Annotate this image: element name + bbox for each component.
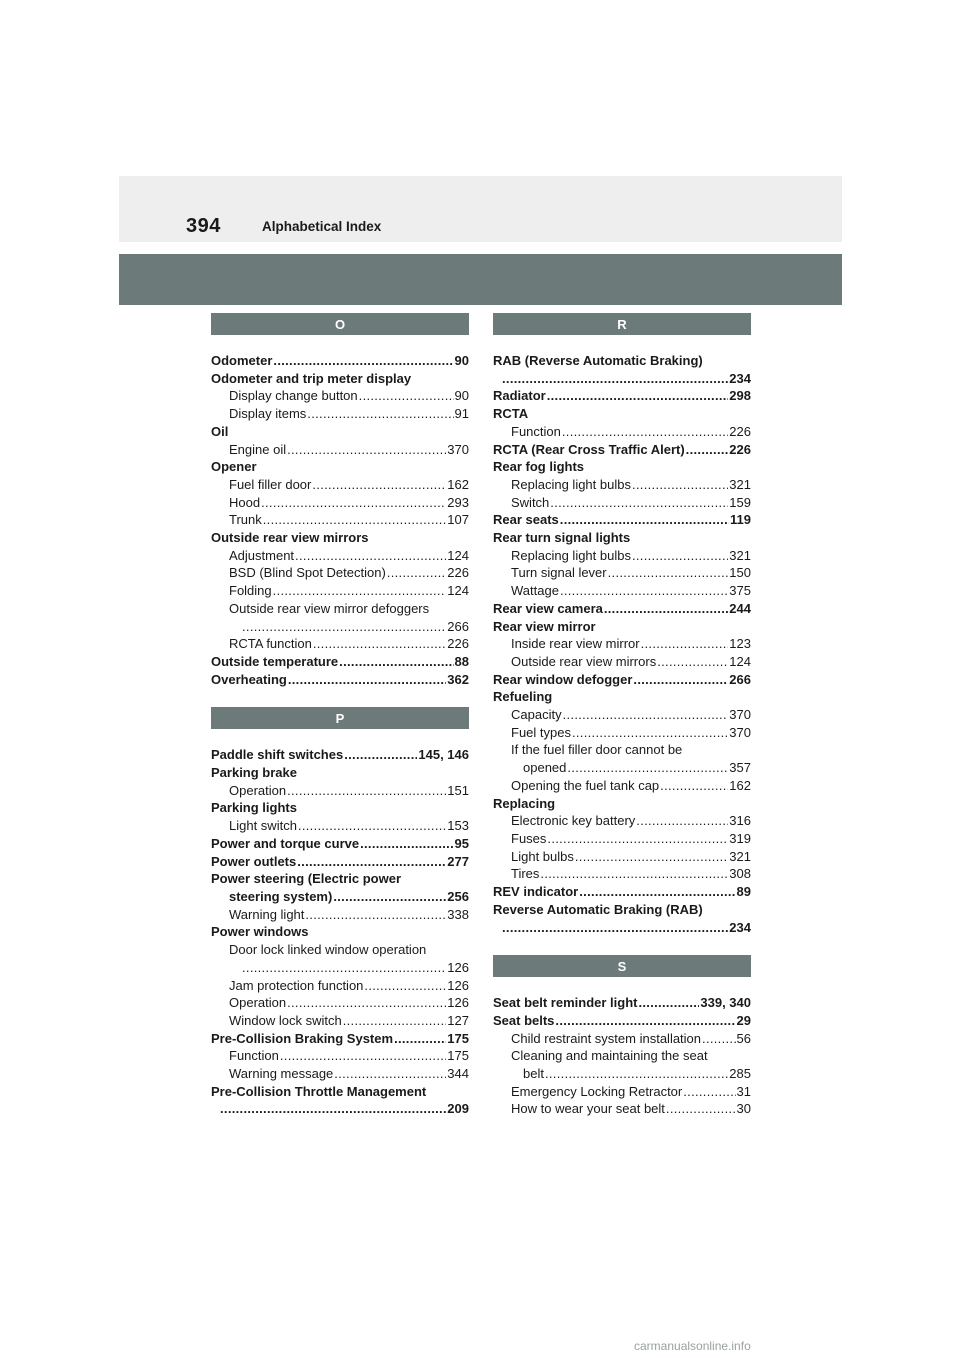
entry-label: Radiator bbox=[493, 388, 546, 404]
dot-leader bbox=[280, 1047, 446, 1065]
index-subentry[interactable] bbox=[493, 582, 751, 600]
index-subentry[interactable] bbox=[493, 706, 751, 724]
dot-leader bbox=[638, 994, 699, 1012]
entry-label: Seat belt reminder light bbox=[493, 995, 638, 1011]
entry-label: Power and torque curve bbox=[211, 835, 360, 851]
entry-label: Door lock linked window operation bbox=[229, 942, 427, 958]
index-entry bbox=[493, 352, 751, 370]
dot-leader bbox=[313, 635, 446, 653]
entry-label: RCTA function bbox=[229, 636, 312, 652]
index-subentry[interactable] bbox=[493, 1100, 751, 1118]
dot-leader bbox=[560, 582, 728, 600]
entry-label: Overheating bbox=[211, 671, 287, 687]
dot-leader bbox=[540, 865, 728, 883]
page-reference[interactable]: 226 bbox=[447, 636, 469, 652]
index-subentry[interactable] bbox=[493, 653, 751, 671]
footer-watermark: carmanualsonline.info bbox=[634, 1339, 751, 1353]
entry-label: Rear turn signal lights bbox=[493, 530, 631, 546]
entry-label: REV indicator bbox=[493, 884, 579, 900]
entry-label: Parking lights bbox=[211, 800, 297, 816]
page-reference[interactable]: 119 bbox=[730, 512, 751, 528]
page-reference[interactable]: 124 bbox=[447, 583, 469, 599]
page-reference[interactable]: 90 bbox=[454, 353, 469, 368]
page-reference[interactable]: 162 bbox=[729, 777, 751, 793]
section-header-r: R bbox=[493, 313, 751, 335]
index-entry[interactable] bbox=[493, 994, 751, 1012]
entry-label: Rear view camera bbox=[493, 600, 603, 616]
entry-label: Cleaning and maintaining the seat bbox=[511, 1048, 708, 1064]
page-reference[interactable]: 344 bbox=[447, 1066, 469, 1082]
index-subentry bbox=[211, 941, 469, 959]
index-subentry[interactable] bbox=[493, 777, 751, 795]
page-reference[interactable]: 266 bbox=[729, 671, 751, 687]
index-entry bbox=[211, 458, 469, 476]
dot-leader bbox=[334, 1065, 446, 1083]
dot-leader bbox=[547, 387, 729, 405]
page-reference[interactable]: 256 bbox=[447, 888, 469, 904]
dot-leader bbox=[562, 423, 728, 441]
index-entry[interactable] bbox=[211, 653, 469, 671]
index-entry[interactable] bbox=[211, 1030, 469, 1048]
dot-leader bbox=[545, 1065, 728, 1083]
entry-label: Opening the fuel tank cap bbox=[511, 777, 660, 793]
index-subentry[interactable] bbox=[493, 759, 751, 777]
page-reference[interactable]: 107 bbox=[447, 512, 469, 528]
index-subentry[interactable] bbox=[493, 830, 751, 848]
entry-label: Wattage bbox=[511, 583, 559, 599]
index-entry bbox=[493, 458, 751, 476]
dot-leader bbox=[636, 812, 728, 830]
entry-label: Turn signal lever bbox=[511, 565, 607, 581]
entry-label: Function bbox=[511, 423, 561, 439]
entry-label: Parking brake bbox=[211, 765, 297, 781]
index-entry bbox=[493, 901, 751, 919]
index-subentry[interactable] bbox=[493, 423, 751, 441]
index-subentry[interactable] bbox=[211, 817, 469, 835]
index-entry bbox=[211, 529, 469, 547]
entry-label: Folding bbox=[229, 583, 272, 599]
page-reference[interactable]: 151 bbox=[447, 782, 469, 798]
index-subentry[interactable] bbox=[493, 547, 751, 565]
dot-leader bbox=[273, 352, 453, 370]
dot-leader bbox=[550, 494, 728, 512]
index-column-left bbox=[211, 313, 469, 1118]
entry-label: Power windows bbox=[211, 924, 309, 940]
index-subentry[interactable] bbox=[211, 618, 469, 636]
index-subentry[interactable] bbox=[211, 635, 469, 653]
entry-label: Paddle shift switches bbox=[211, 747, 344, 763]
dot-leader bbox=[287, 994, 446, 1012]
dot-leader bbox=[547, 830, 728, 848]
index-subentry[interactable] bbox=[211, 1065, 469, 1083]
dot-leader bbox=[660, 777, 728, 795]
dot-leader bbox=[287, 441, 446, 459]
entry-label: Pre-Collision Throttle Management bbox=[211, 1083, 427, 1099]
page-reference[interactable]: 357 bbox=[729, 760, 751, 776]
page-reference[interactable]: 226 bbox=[729, 441, 751, 457]
dot-leader bbox=[632, 547, 728, 565]
entry-label: Power steering (Electric power bbox=[211, 871, 402, 887]
index-subentry[interactable] bbox=[211, 977, 469, 995]
dot-leader bbox=[563, 706, 729, 724]
page-reference[interactable]: 175 bbox=[447, 1030, 469, 1046]
entry-label: Fuel filler door bbox=[229, 476, 312, 492]
dot-leader bbox=[632, 476, 728, 494]
entry-label: Oil bbox=[211, 423, 229, 439]
index-subentry[interactable] bbox=[211, 387, 469, 405]
index-entry bbox=[211, 799, 469, 817]
entry-label: Fuses bbox=[511, 830, 547, 846]
index-entry[interactable] bbox=[211, 888, 469, 906]
entry-label: Rear window defogger bbox=[493, 671, 633, 687]
page-reference[interactable]: 321 bbox=[729, 547, 751, 563]
page-reference[interactable]: 321 bbox=[729, 848, 751, 864]
entry-label: Seat belts bbox=[493, 1012, 555, 1028]
header-band bbox=[119, 176, 842, 242]
dot-leader bbox=[387, 564, 447, 582]
dot-leader bbox=[273, 582, 447, 600]
index-entry bbox=[211, 764, 469, 782]
entry-label: Hood bbox=[229, 494, 261, 510]
page-reference[interactable]: 88 bbox=[454, 653, 469, 669]
index-entry[interactable] bbox=[493, 671, 751, 689]
entry-label: Switch bbox=[511, 494, 550, 510]
entry-label: Rear seats bbox=[493, 512, 559, 528]
dot-leader bbox=[560, 511, 729, 529]
index-subentry bbox=[493, 741, 751, 759]
section-header-s: S bbox=[493, 955, 751, 977]
entry-label: Warning light bbox=[229, 906, 305, 922]
index-subentry[interactable] bbox=[211, 994, 469, 1012]
index-subentry[interactable] bbox=[211, 1047, 469, 1065]
dot-leader bbox=[339, 653, 453, 671]
index-entry[interactable] bbox=[211, 746, 469, 764]
entry-label: Replacing light bulbs bbox=[511, 547, 631, 563]
index-subentry[interactable] bbox=[211, 511, 469, 529]
index-entry bbox=[493, 795, 751, 813]
index-entry bbox=[211, 1083, 469, 1101]
entry-label: Light bulbs bbox=[511, 848, 574, 864]
page-reference[interactable]: 159 bbox=[729, 494, 751, 510]
page-number: 394 bbox=[186, 215, 221, 237]
index-subentry[interactable] bbox=[493, 564, 751, 582]
entry-label: Rear fog lights bbox=[493, 459, 585, 475]
entry-label: RAB (Reverse Automatic Braking) bbox=[493, 353, 703, 368]
entry-label: If the fuel filler door cannot be bbox=[511, 742, 683, 758]
dot-leader bbox=[502, 370, 728, 388]
page-reference[interactable]: 308 bbox=[729, 866, 751, 882]
dot-leader bbox=[572, 724, 728, 742]
index-subentry[interactable] bbox=[211, 959, 469, 977]
dot-leader bbox=[242, 959, 446, 977]
dot-leader bbox=[263, 511, 447, 529]
index-subentry[interactable] bbox=[211, 547, 469, 565]
page-reference[interactable]: 126 bbox=[447, 995, 469, 1011]
index-entry[interactable] bbox=[493, 370, 751, 388]
page-reference[interactable]: 370 bbox=[447, 441, 469, 457]
page-reference[interactable]: 126 bbox=[447, 977, 469, 993]
index-subentry[interactable] bbox=[493, 1030, 751, 1048]
index-entry bbox=[493, 529, 751, 547]
index-subentry[interactable] bbox=[211, 494, 469, 512]
entry-label: Display change button bbox=[229, 388, 358, 404]
dot-leader bbox=[641, 635, 729, 653]
entry-label: Window lock switch bbox=[229, 1012, 342, 1028]
entry-label: Electronic key battery bbox=[511, 813, 636, 829]
page-reference[interactable]: 145, 146 bbox=[418, 747, 469, 763]
entry-label: RCTA (Rear Cross Traffic Alert) bbox=[493, 441, 685, 457]
page-reference[interactable]: 316 bbox=[729, 813, 751, 829]
entry-label: Odometer and trip meter display bbox=[211, 370, 412, 386]
index-subentry[interactable] bbox=[493, 1065, 751, 1083]
page-reference[interactable]: 30 bbox=[736, 1101, 751, 1117]
entry-label: Outside rear view mirrors bbox=[511, 653, 657, 669]
entry-label: Outside temperature bbox=[211, 653, 339, 669]
dot-leader bbox=[608, 564, 729, 582]
entry-label: RCTA bbox=[493, 406, 529, 422]
dot-leader bbox=[683, 1083, 735, 1101]
entry-label: Refueling bbox=[493, 689, 553, 705]
entry-label: Tires bbox=[511, 866, 540, 882]
dot-leader bbox=[686, 441, 729, 459]
dot-leader bbox=[312, 476, 446, 494]
entry-label: Replacing bbox=[493, 795, 556, 811]
page-reference[interactable]: 375 bbox=[729, 583, 751, 599]
page-reference[interactable]: 362 bbox=[447, 671, 469, 687]
page-reference[interactable]: 319 bbox=[729, 830, 751, 846]
index-subentry[interactable] bbox=[493, 865, 751, 883]
entry-label: Child restraint system installation bbox=[511, 1030, 702, 1046]
index-entry[interactable] bbox=[211, 352, 469, 370]
entry-label: Capacity bbox=[511, 707, 562, 723]
entry-label: Light switch bbox=[229, 818, 297, 834]
page-reference[interactable]: 370 bbox=[729, 707, 751, 723]
page-reference[interactable]: 127 bbox=[447, 1012, 469, 1028]
page-reference[interactable]: 95 bbox=[454, 835, 469, 851]
entry-label: Odometer bbox=[211, 353, 273, 368]
index-subentry[interactable] bbox=[493, 635, 751, 653]
index-column-right bbox=[493, 313, 751, 1118]
dot-leader bbox=[394, 1030, 446, 1048]
entry-label: Reverse Automatic Braking (RAB) bbox=[493, 901, 703, 917]
index-entry bbox=[211, 370, 469, 388]
entry-label: Power outlets bbox=[211, 853, 297, 869]
entry-label: belt bbox=[523, 1066, 544, 1082]
entry-label: Opener bbox=[211, 459, 257, 475]
dot-leader bbox=[295, 547, 446, 565]
entry-label: Emergency Locking Retractor bbox=[511, 1083, 683, 1099]
index-entry[interactable] bbox=[493, 441, 751, 459]
page-reference[interactable]: 29 bbox=[736, 1012, 751, 1028]
page-reference[interactable]: 285 bbox=[729, 1066, 751, 1082]
dot-leader bbox=[242, 618, 446, 636]
dot-leader bbox=[287, 782, 446, 800]
page-reference[interactable]: 150 bbox=[729, 565, 751, 581]
index-subentry bbox=[493, 1047, 751, 1065]
index-subentry[interactable] bbox=[211, 1012, 469, 1030]
page-reference[interactable]: 91 bbox=[454, 406, 469, 422]
page-reference[interactable]: 153 bbox=[447, 818, 469, 834]
entry-label: How to wear your seat belt bbox=[511, 1101, 665, 1117]
index-entry bbox=[211, 423, 469, 441]
entry-label: Engine oil bbox=[229, 441, 287, 457]
entry-label: steering system) bbox=[229, 888, 333, 904]
dot-leader bbox=[344, 746, 417, 764]
index-entry[interactable] bbox=[493, 883, 751, 901]
dot-leader bbox=[220, 1100, 446, 1118]
dot-leader bbox=[288, 671, 446, 689]
page-reference[interactable]: 277 bbox=[447, 853, 469, 869]
index-subentry[interactable] bbox=[211, 405, 469, 423]
entry-label: Outside rear view mirrors bbox=[211, 530, 369, 546]
entry-label: Adjustment bbox=[229, 547, 295, 563]
entry-label: Operation bbox=[229, 782, 287, 798]
index-subentry bbox=[211, 600, 469, 618]
entry-label: Replacing light bulbs bbox=[511, 476, 631, 492]
index-subentry[interactable] bbox=[211, 582, 469, 600]
entry-label: Pre-Collision Braking System bbox=[211, 1030, 394, 1046]
index-entry[interactable] bbox=[493, 600, 751, 618]
entry-label: Warning message bbox=[229, 1066, 334, 1082]
page-reference[interactable]: 293 bbox=[447, 494, 469, 510]
entry-label: Outside rear view mirror defoggers bbox=[229, 600, 430, 616]
page-reference[interactable]: 31 bbox=[736, 1083, 751, 1099]
dot-leader bbox=[343, 1012, 447, 1030]
page-reference[interactable]: 321 bbox=[729, 476, 751, 492]
dot-leader bbox=[297, 853, 446, 871]
header-dark-band bbox=[119, 254, 842, 305]
page-reference[interactable]: 209 bbox=[447, 1101, 469, 1117]
section-header-o: O bbox=[211, 313, 469, 335]
dot-leader bbox=[579, 883, 735, 901]
index-subentry[interactable] bbox=[493, 1083, 751, 1101]
index-entry[interactable] bbox=[493, 387, 751, 405]
index-entry[interactable] bbox=[493, 1012, 751, 1030]
page-reference[interactable]: 266 bbox=[447, 618, 469, 634]
page-reference[interactable]: 298 bbox=[729, 388, 751, 404]
dot-leader bbox=[333, 888, 446, 906]
dot-leader bbox=[666, 1100, 736, 1118]
index-entry bbox=[211, 923, 469, 941]
dot-leader bbox=[702, 1030, 736, 1048]
entry-label: Function bbox=[229, 1048, 279, 1064]
index-subentry[interactable] bbox=[493, 812, 751, 830]
index-subentry[interactable] bbox=[211, 476, 469, 494]
index-subentry[interactable] bbox=[493, 476, 751, 494]
dot-leader bbox=[305, 906, 446, 924]
page-reference[interactable]: 175 bbox=[447, 1048, 469, 1064]
page-reference[interactable]: 226 bbox=[729, 423, 751, 439]
index-subentry[interactable] bbox=[211, 906, 469, 924]
entry-label: Inside rear view mirror bbox=[511, 636, 640, 652]
dot-leader bbox=[261, 494, 446, 512]
dot-leader bbox=[633, 671, 728, 689]
index-subentry[interactable] bbox=[493, 494, 751, 512]
index-subentry[interactable] bbox=[493, 724, 751, 742]
dot-leader bbox=[555, 1012, 735, 1030]
dot-leader bbox=[298, 817, 446, 835]
dot-leader bbox=[364, 977, 446, 995]
index-subentry[interactable] bbox=[211, 441, 469, 459]
entry-label: Trunk bbox=[229, 512, 262, 528]
page-reference[interactable]: 370 bbox=[729, 724, 751, 740]
section-header-p: P bbox=[211, 707, 469, 729]
entry-label: Display items bbox=[229, 406, 307, 422]
dot-leader bbox=[360, 835, 453, 853]
index-subentry[interactable] bbox=[211, 564, 469, 582]
page-title: Alphabetical Index bbox=[262, 219, 382, 234]
index-entry[interactable] bbox=[493, 511, 751, 529]
page-reference[interactable]: 234 bbox=[729, 919, 751, 935]
page-reference[interactable]: 56 bbox=[736, 1030, 751, 1046]
page-reference[interactable]: 244 bbox=[729, 600, 751, 616]
page-reference[interactable]: 124 bbox=[729, 653, 751, 669]
entry-label: opened bbox=[523, 760, 567, 776]
page-reference[interactable]: 234 bbox=[729, 370, 751, 386]
index-entry[interactable] bbox=[211, 1100, 469, 1118]
page-reference[interactable]: 339, 340 bbox=[700, 995, 751, 1011]
entry-label: Rear view mirror bbox=[493, 618, 596, 634]
page-reference[interactable]: 89 bbox=[736, 884, 751, 900]
entry-label: Fuel types bbox=[511, 724, 571, 740]
dot-leader bbox=[575, 848, 728, 866]
index-subentry[interactable] bbox=[211, 782, 469, 800]
dot-leader bbox=[502, 919, 728, 937]
index-subentry[interactable] bbox=[493, 848, 751, 866]
index-entry bbox=[493, 405, 751, 423]
index-entry[interactable] bbox=[211, 671, 469, 689]
index-entry[interactable] bbox=[211, 835, 469, 853]
page-reference[interactable]: 124 bbox=[447, 547, 469, 563]
index-entry bbox=[493, 688, 751, 706]
index-entry bbox=[211, 870, 469, 888]
entry-label: Operation bbox=[229, 995, 287, 1011]
page-reference[interactable]: 126 bbox=[447, 959, 469, 975]
dot-leader bbox=[657, 653, 728, 671]
page-reference[interactable]: 162 bbox=[447, 476, 469, 492]
index-entry[interactable] bbox=[493, 919, 751, 937]
page-reference[interactable]: 226 bbox=[447, 565, 469, 581]
index-entry bbox=[493, 618, 751, 636]
index-entry[interactable] bbox=[211, 853, 469, 871]
dot-leader bbox=[604, 600, 728, 618]
entry-label: BSD (Blind Spot Detection) bbox=[229, 565, 386, 581]
page-reference[interactable]: 123 bbox=[729, 636, 751, 652]
dot-leader bbox=[567, 759, 728, 777]
dot-leader bbox=[359, 387, 454, 405]
page-reference[interactable]: 90 bbox=[454, 388, 469, 404]
page-reference[interactable]: 338 bbox=[447, 906, 469, 922]
dot-leader bbox=[307, 405, 453, 423]
entry-label: Jam protection function bbox=[229, 977, 364, 993]
